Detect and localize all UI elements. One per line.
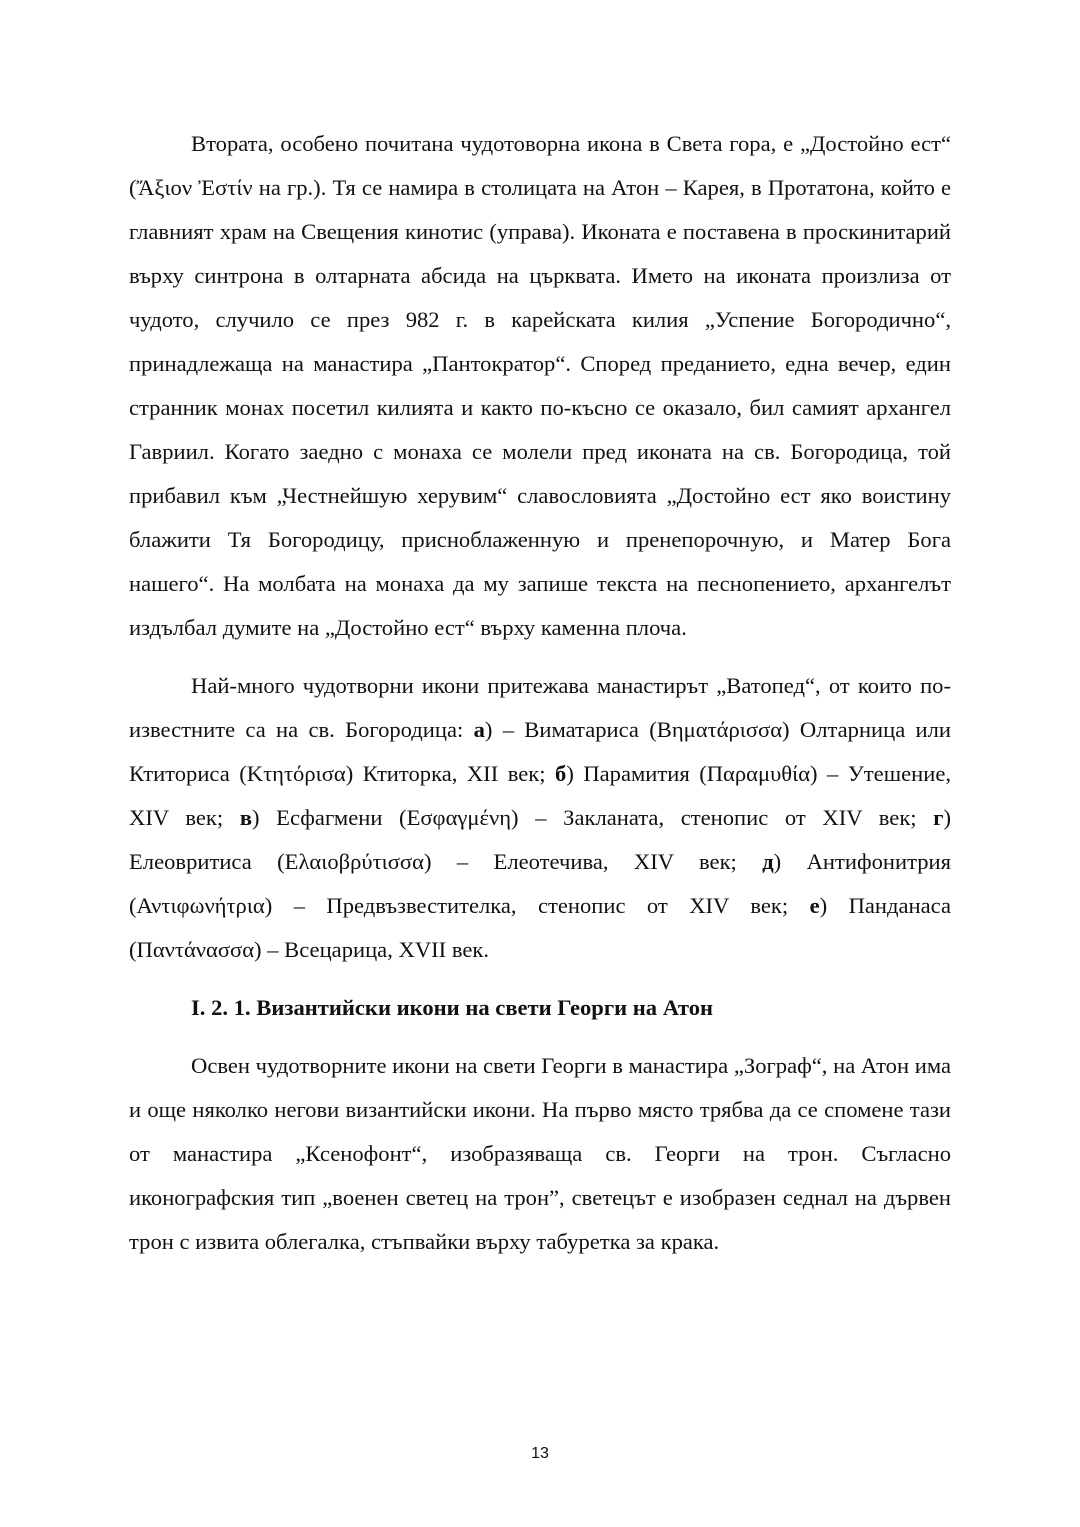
list-item-text: ) – Виматариса (Βηματάρισσα) Олтарница или Ктиториса (Κτητόρισα) Ктиторка, XII век; <box>129 717 951 786</box>
list-item-text: ) Есфагмени (Εσφαγμένη) – Заклaната, стенопис от XIV век; <box>252 805 934 830</box>
paragraph-saint-george-icons: Освен чудотворните икони на свети Георги в манастира „Зограф“, на Атон има и още няколко негови византийски икони. На първо място трябва да се спомене тази от манастира „Ксенофонт“, изобразяваща св. Георги на трон. Съгласно иконографския тип „военен светец на трон”, светецът е изобразен седнал на дървен трон с извита облегалка, стъпвайки върху табуретка за крака. <box>129 1053 951 1254</box>
list-letter: г <box>933 805 944 830</box>
list-item-text: ) Панданаса (Παντάνασσα) – Всецарица, XVII век. <box>129 893 951 962</box>
body-text <box>129 122 951 1264</box>
list-item-text: ) Антифонитрия (Αντιφωνήτρια) – Предвъзвестителка, стенопис от XIV век; <box>129 849 952 918</box>
list-letter: в <box>239 805 253 830</box>
list-item-text: ) Парамития (Παραμυθία) – Утешение, XIV век; <box>129 761 951 830</box>
section-heading: I. 2. 1. Византийски икони на свети Георги на Атон <box>191 995 714 1020</box>
list-letter: е <box>809 893 820 918</box>
paragraph-dostoyno-est: Втората, особено почитана чудотоворна икона в Света гора, е „Достойно ест“ (Ἄξιον Ἐστίν на гр.). Тя се намира в столицата на Атон – Карея, в Протатона, който е главният храм на Свещения кинотис (управа). Иконата е поставена в проскинитарий върху синтрона в олтарната абсида на църквата. Името на иконата произлиза от чудото, случило се през 982 г. в карейската килия „Успение Богородично“, принадлежаща на манастира „Пантократор“. Според преданието, една вечер, един странник монах посетил килията и както по-късно се оказало, бил самият архангел Гавриил. Когато заедно с монаха се молели пред иконата на св. Богородица, той прибавил към „Честнейшую херувим“ славословията „Достойно ест яко воистину блажити Тя Богородицу, присноблаженную и пренепорочную, и Матер Бога нашего“. На молбата на монаха да му запише текста на песнопението, архангелът издълбал думите на „Достойно ест“ върху каменна плоча. <box>129 131 951 640</box>
list-item-text: ) Елеовритиса (Ελαιοβρύτισσα) – Елеотечива, XIV век; <box>129 805 951 874</box>
paragraph-intro: Най-много чудотворни икони притежава манастирът „Ватопед“, от които по-известните са на св. Богородица: <box>129 673 951 742</box>
list-letter: д <box>762 849 774 874</box>
paragraph-vatoped-icons <box>129 664 951 972</box>
list-letter: а <box>473 717 485 742</box>
list-letter: б <box>555 761 567 786</box>
page-number: 13 <box>531 1445 549 1462</box>
